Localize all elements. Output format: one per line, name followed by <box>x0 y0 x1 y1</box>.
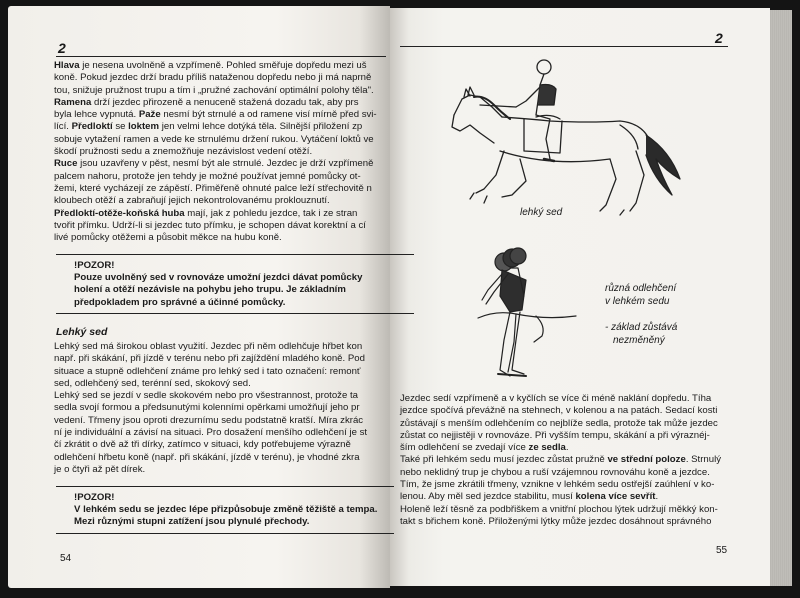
caption-line: nezměněný <box>613 335 665 346</box>
text-line: jezdce spočívá převážně na stehnech, v kolenou a na patách. Sedací kosti <box>400 405 718 417</box>
caption-side <box>605 282 677 347</box>
chapter-number-right: 2 <box>715 30 723 46</box>
body-text-right <box>400 393 730 528</box>
text-line: koně. Pokud jezdec drží bradu příliš nataženou dopředu nebo ji má naprně <box>54 72 372 84</box>
warning-title: !POZOR! <box>74 492 115 503</box>
rider-positions-illustration <box>476 240 586 390</box>
header-rule-left <box>56 56 386 57</box>
body-text-left <box>54 60 384 244</box>
body-text-left-2 <box>54 341 384 476</box>
warning-box-2 <box>56 486 394 534</box>
text-line: lící. Předloktí se loktem jen velmi lehce dotýká těla. Silnější přiložení zp <box>54 121 363 133</box>
warning-line: V lehkém sedu se jezdec lépe přizpůsobuje změně těžiště a tempa. <box>74 504 378 516</box>
warning-line: Mezi různými stupni zatížení jsou plynulé přechody. <box>74 516 310 528</box>
text-line: tou, snižuje pružnost trupu a tím i „pružné zachování optimální polohy těla". <box>54 84 374 96</box>
text-line: Lehký sed má širokou oblast využití. Jezdec při něm odlehčuje hřbet kon <box>54 341 363 352</box>
warning-box-1 <box>56 254 414 314</box>
text-line: Také při lehkém sedu musí jezdec zůstat pružně ve střední poloze. Strnulý <box>400 454 722 466</box>
text-line: Jezdec sedí vzpřímeně a v kyčlích se více či méně naklání dopředu. Tíha <box>400 393 712 404</box>
header-rule-right <box>400 46 728 47</box>
text-line: nebo neklidný trup je chybou a ruší vzájemnou rovnováhu koně a jezdce. <box>400 466 710 478</box>
text-line: byla lehce vypnutá. Paže nesmí být strnulé a od ramene visí mírně před svi- <box>54 109 377 121</box>
text-line: škodí pružnosti sedu a znemožňuje nezávislost vedení otěží. <box>54 146 313 158</box>
chapter-number-left: 2 <box>58 40 66 56</box>
text-line: kloubech otěží a zabraňují jejich nekontrolovanému proklouznutí. <box>54 195 330 207</box>
text-line: vedení. Třmeny jsou oproti drezurnímu sedu podstatně kratší. Míra zkrác <box>54 414 364 426</box>
caption-line: různá odlehčení <box>605 283 677 294</box>
text-line: zůstávají s menším odlehčením co nejblíže sedla, protože tak může jezdec <box>400 417 718 429</box>
text-line: Holeně leží těsně za podbřiškem a vnitřní plochou lýtek udržují měkký kon- <box>400 503 718 515</box>
text-line: situace a stupně odlehčení známe pro lehký sed i tato označení: remonť <box>54 365 361 377</box>
text-line: Lehký sed se jezdí v sedle skokovém nebo pro všestrannost, protože ta <box>54 390 358 402</box>
text-line: lenou. Aby měl sed jezdce stabilitu, musí kolena více sevřít. <box>400 491 659 503</box>
horse-rider-illustration <box>440 55 690 220</box>
text-line: sedla svojí formou a předsunutými kolenními opěrkami umožňují jeho pr <box>54 402 360 414</box>
text-line: je o čtyři až pět dírek. <box>54 463 146 475</box>
text-line: takt s břichem koně. Přiloženými lýtky může jezdec dosáhnout správného <box>400 515 712 527</box>
page-edges <box>770 10 792 586</box>
warning-line: Pouze uvolněný sed v rovnováze umožní jezdci dávat pomůcky <box>74 272 363 284</box>
warning-line: holení a otěží nezávisle na pohybu jeho trupu. Je základním <box>74 284 346 296</box>
text-line: ní je individuální a závisí na situaci. Pro dosažení menšího odlehčení je st <box>54 427 368 439</box>
caption-line <box>605 308 677 321</box>
page-number-right: 55 <box>716 545 728 556</box>
page-number-left: 54 <box>60 553 72 564</box>
caption-line: v lehkém sedu <box>605 296 670 307</box>
text-line: palcem nahoru, protože jen tehdy je možné používat jemné pomůcky ot- <box>54 170 361 182</box>
text-line: ším odlehčení se zvedají více ze sedla. <box>400 442 569 454</box>
text-line: odlehčení hřbetu koně (např. při skákání, jízdě v terénu), je vhodné zkra <box>54 451 360 463</box>
warning-line: předpokladem pro správné a účinné pomůcky. <box>74 296 286 308</box>
text-line: livé pomůcky otěžemi a působit měkce na hubu koně. <box>54 232 282 244</box>
text-line: Ramena drží jezdec přirozeně a nenuceně stažená dozadu tak, aby prs <box>54 96 359 108</box>
text-line: tvořit přímku. Udrží-li si jezdec tuto přímku, je schopen dávat korektní a cí <box>54 219 366 231</box>
subheading-lehky-sed: Lehký sed <box>56 326 108 338</box>
text-line: Hlava je nesena uvolněně a vzpřímeně. Pohled směřuje dopředu mezi uš <box>54 60 367 71</box>
text-line: Předloktí-otěže-koňská huba mají, jak z pohledu jezdce, tak i ze stran <box>54 207 358 219</box>
text-line: žemi, které vycházejí ze zápěstí. Přiměřeně ohnuté palce leží střechovitě n <box>54 182 372 194</box>
caption-lehky-sed: lehký sed <box>520 207 563 218</box>
text-line: Ruce jsou uzavřeny v pěst, nesmí být ale strnulé. Jezdec je drží vzpřímeně <box>54 158 374 170</box>
text-line: čí zkrátit o dvě až tři dírky, zatímco v situaci, kdy potřebujeme výrazně <box>54 439 351 451</box>
text-line: např. při skákání, při jízdě v terénu nebo při zajíždění mladého koně. Pod <box>54 353 365 365</box>
text-line: zůstat co nejjistěji v rovnováze. Při vyšším tempu, skákání a při výraznéj- <box>400 429 710 441</box>
warning-title: !POZOR! <box>74 260 115 271</box>
text-line: sobuje vytažení ramen a vede ke strnulému držení rukou. Vytáčení loktů ve <box>54 133 374 145</box>
text-line: sed, odlehčený sed, terénní sed, skokový sed. <box>54 377 251 389</box>
text-line: Tím, že jsme zkrátili třmeny, vznikne v lehkém sedu ostřejší zaúhlení v ko- <box>400 479 715 491</box>
caption-line: - základ zůstává <box>605 322 678 333</box>
